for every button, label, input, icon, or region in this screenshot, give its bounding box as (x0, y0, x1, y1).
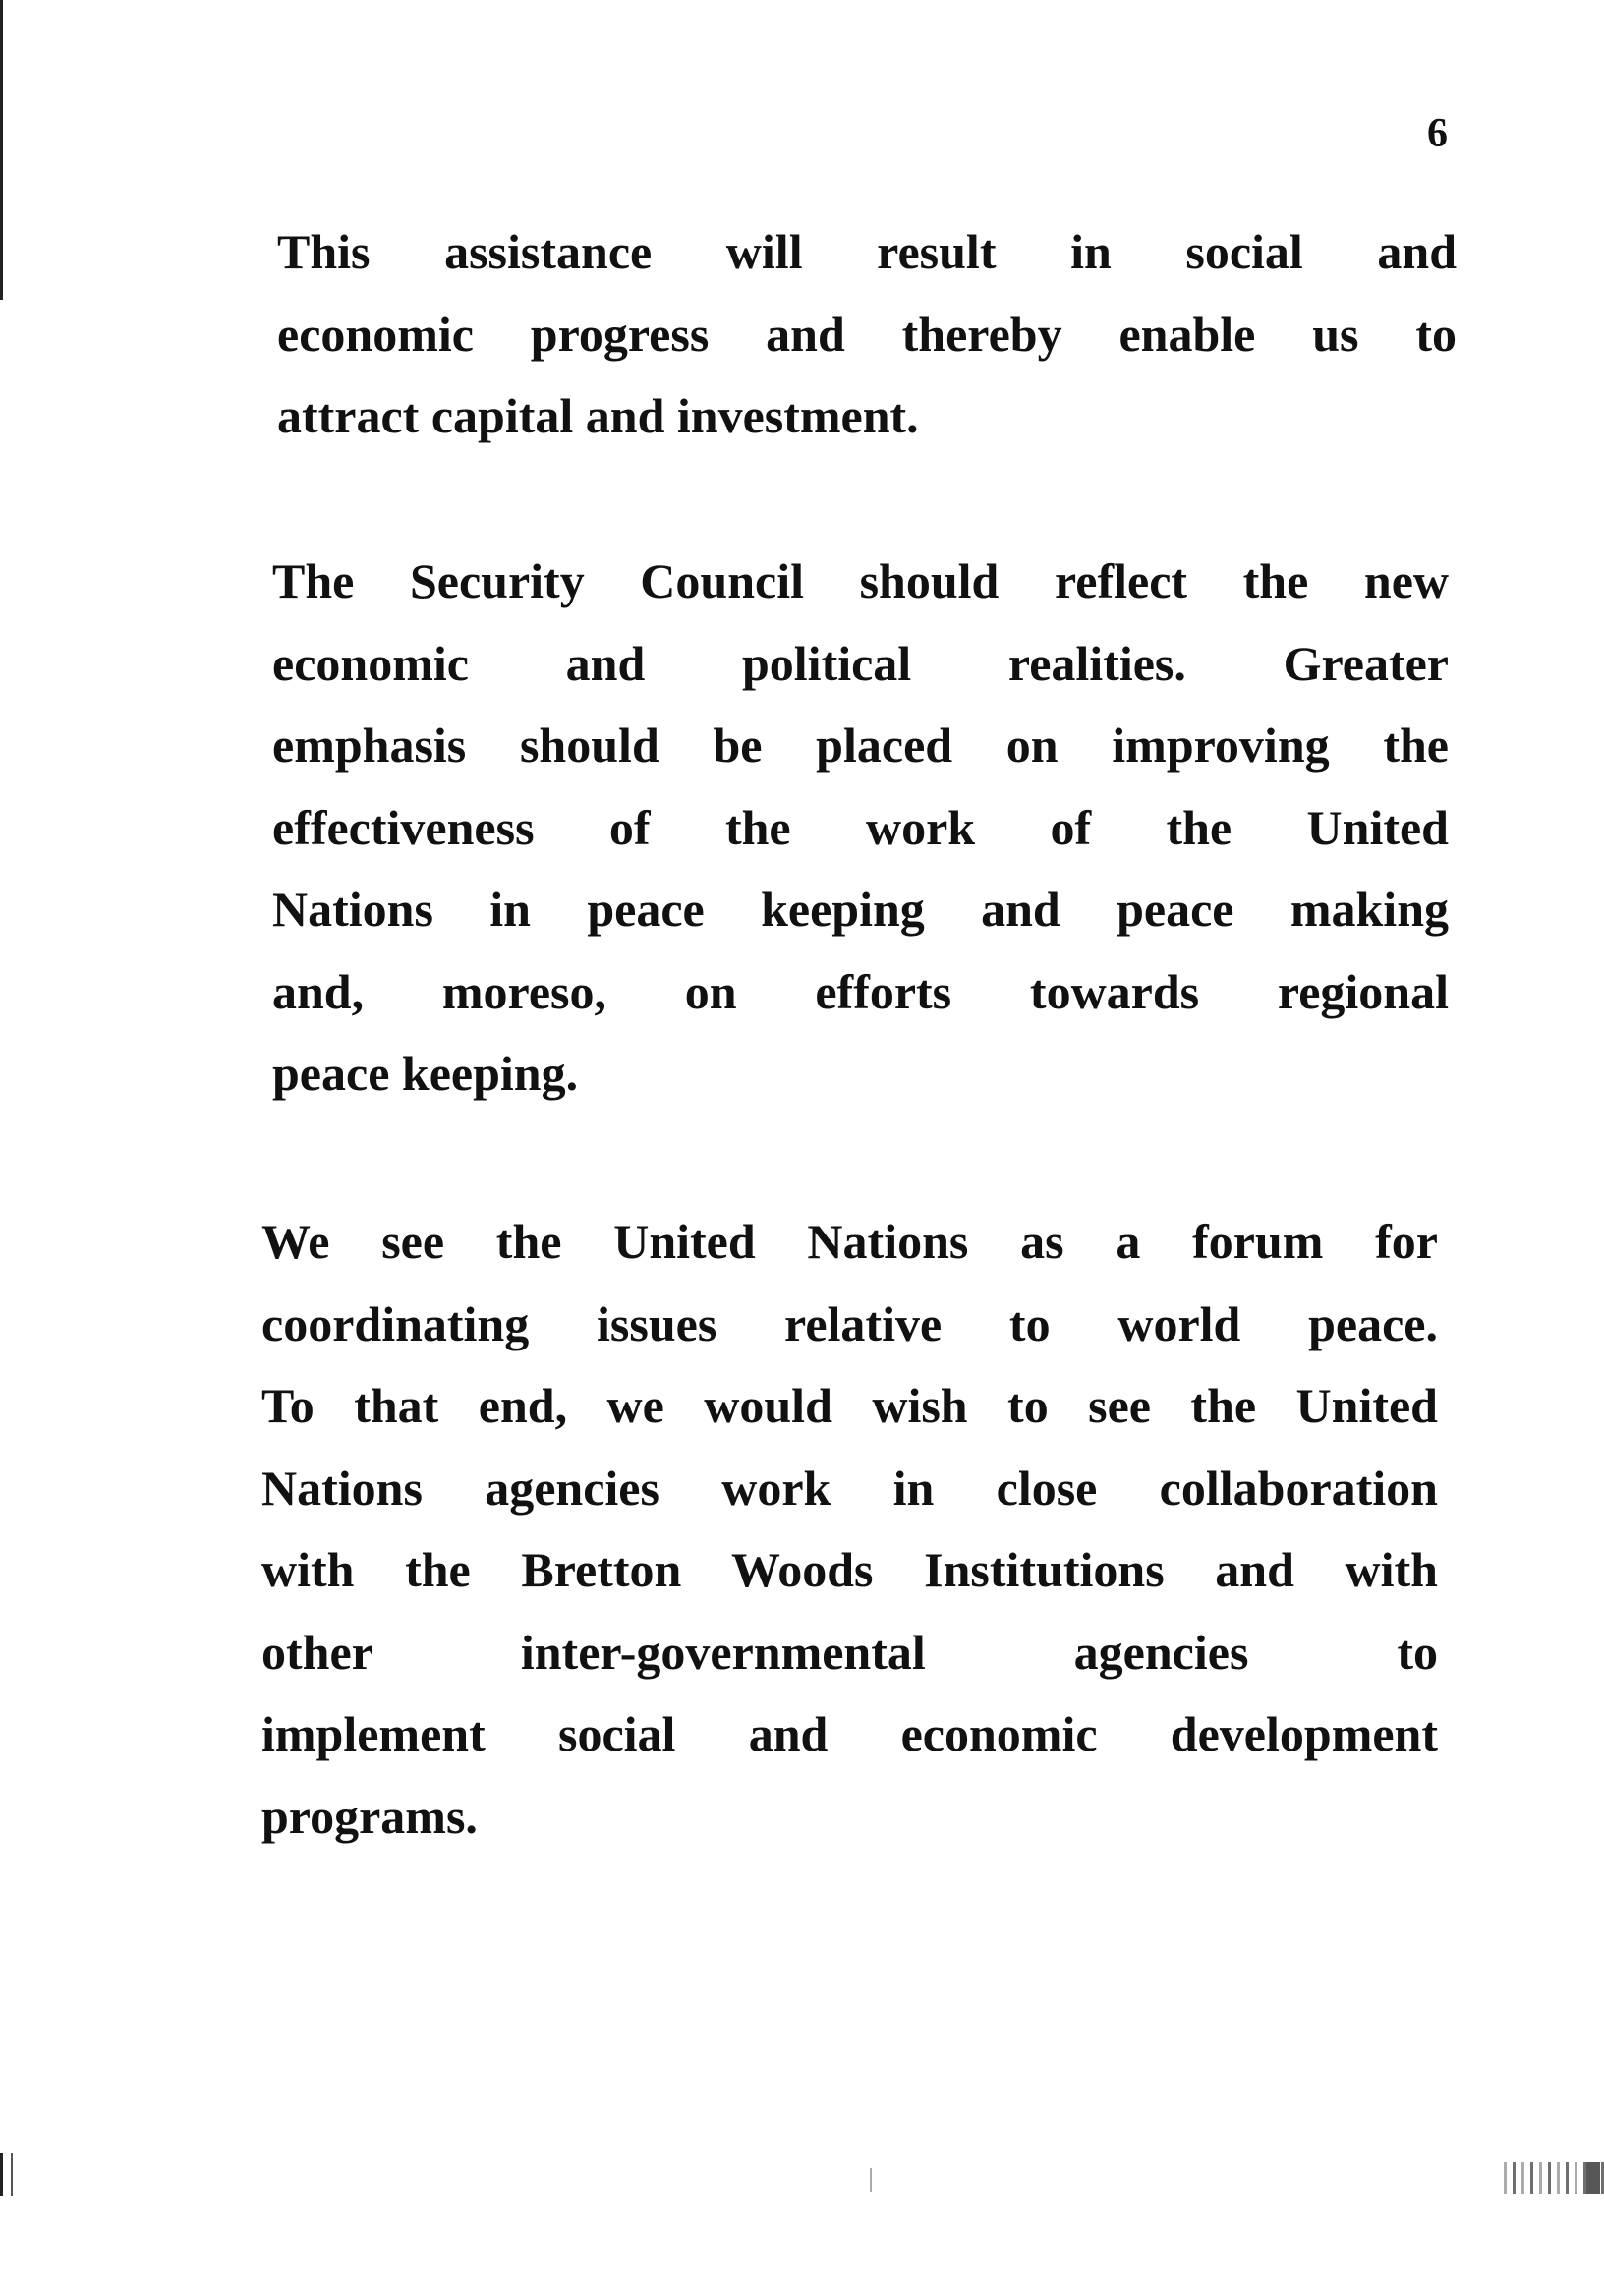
paragraph-2 (272, 541, 1449, 1116)
paragraph-1 (277, 211, 1457, 458)
text-line: other inter-governmental agencies to (261, 1624, 1438, 1680)
text-line: programs. (261, 1788, 478, 1844)
text-line: The Security Council should reflect the new (272, 553, 1449, 608)
text-line: Nations in peace keeping and peace making (272, 882, 1449, 937)
paragraph-3 (261, 1201, 1438, 1858)
text-line: Nations agencies work in close collaboration (261, 1460, 1438, 1516)
text-line: and, moreso, on efforts towards regional (272, 963, 1449, 1019)
page-number: 6 (1427, 111, 1448, 156)
text-line: economic and political realities. Greater (272, 635, 1449, 691)
text-line: with the Bretton Woods Institutions and with (261, 1542, 1438, 1597)
text-line: We see the United Nations as a forum for (261, 1214, 1438, 1269)
text-line: implement social and economic development (261, 1706, 1438, 1761)
text-line: To that end, we would wish to see the United (261, 1378, 1438, 1433)
scan-artifact-bottom-center (870, 2168, 872, 2192)
text-line: coordinating issues relative to world peace. (261, 1295, 1438, 1351)
scan-artifact-bottom-right (1504, 2162, 1604, 2194)
text-line: effectiveness of the work of the United (272, 799, 1449, 855)
scan-artifact-bottom-left (0, 2152, 13, 2196)
text-line: economic progress and thereby enable us to (277, 306, 1457, 362)
text-line: This assistance will result in social and (277, 224, 1457, 279)
text-line: emphasis should be placed on improving the (272, 718, 1449, 773)
text-line: peace keeping. (272, 1046, 579, 1101)
text-line: attract capital and investment. (277, 388, 919, 443)
scan-edge-mark (0, 0, 3, 300)
